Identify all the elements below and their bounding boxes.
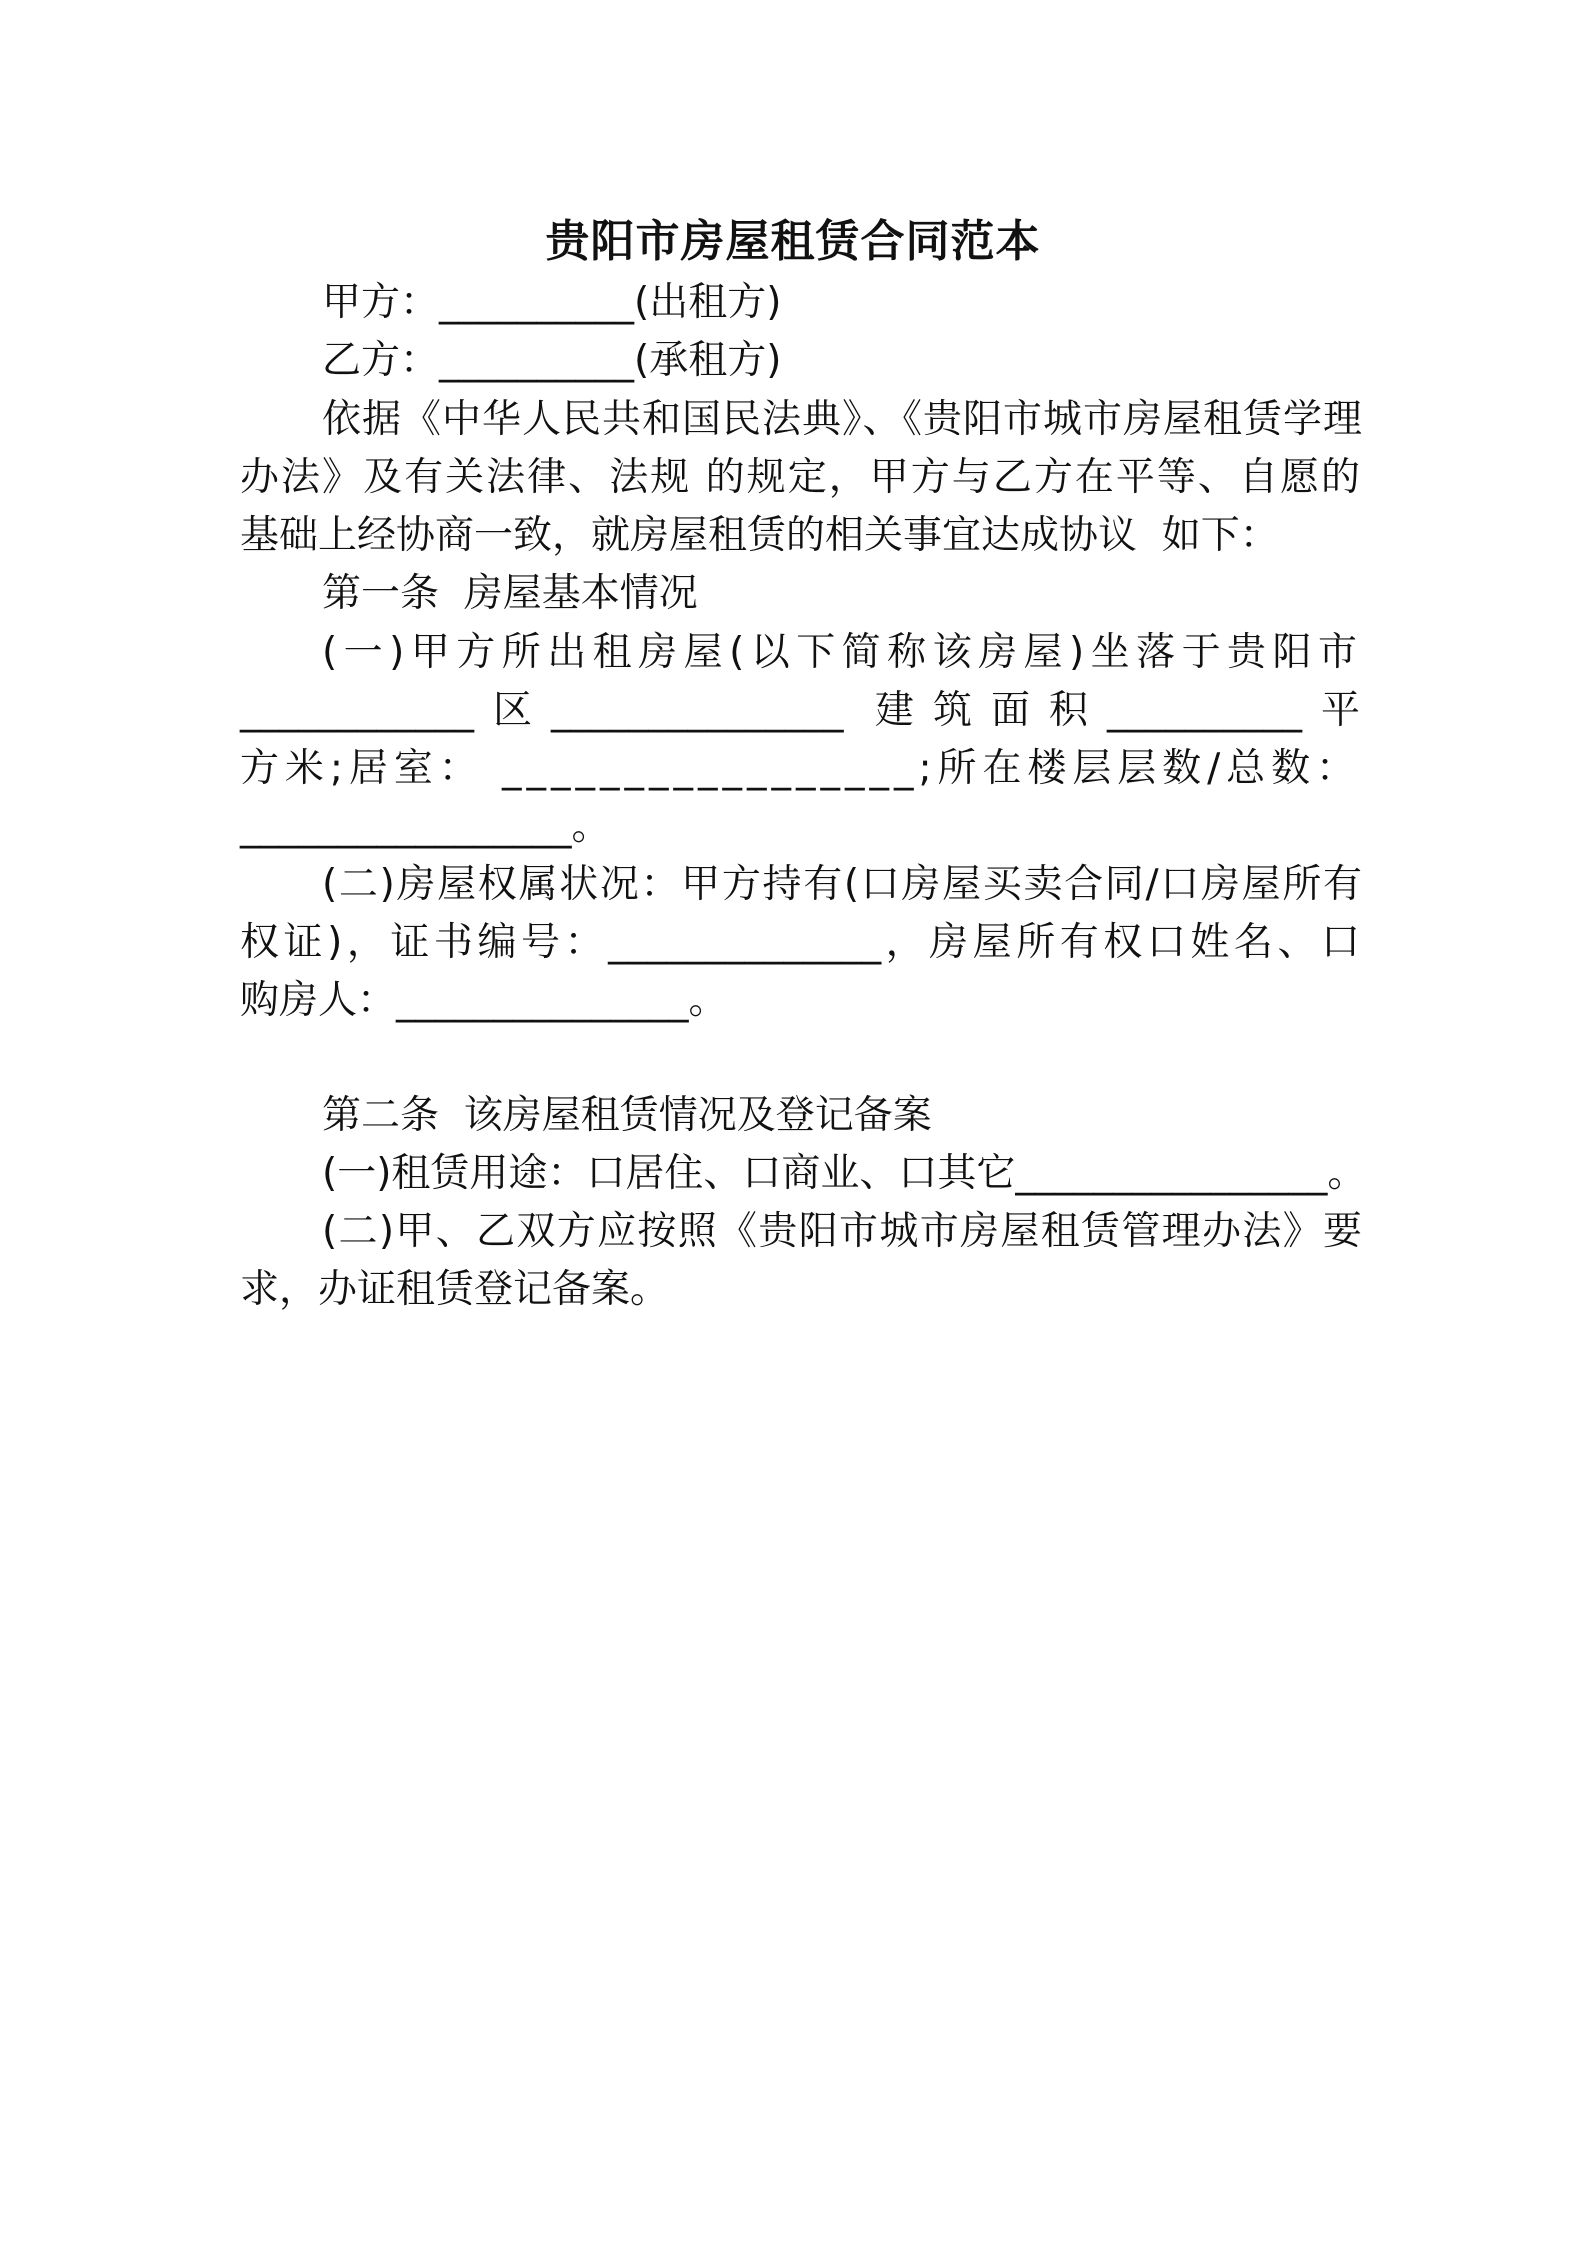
article-1-item-1-line-2: ____________区_______________ 建筑面积__________平 bbox=[240, 688, 1360, 733]
article-1-item-2-line-2: 权证)，证书编号：______________，房屋所有权口姓名、口 bbox=[240, 920, 1360, 965]
article-1-item-1-line-4: _________________。 bbox=[240, 804, 611, 849]
article-2-item-2-line-2: 求，办证租赁登记备案。 bbox=[240, 1267, 670, 1312]
preamble-line-2: 办法》及有关法律、法规 的规定，甲方与乙方在平等、自愿的 bbox=[240, 455, 1360, 500]
article-1-heading: 第一条 房屋基本情况 bbox=[322, 571, 698, 616]
article-2-item-1: (一)租赁用途：口居住、口商业、口其它________________。 bbox=[322, 1151, 1367, 1196]
preamble-line-3: 基础上经协商一致，就房屋租赁的相关事宜达成协议 如下： bbox=[240, 513, 1279, 558]
article-1-item-1-line-1: (一)甲方所出租房屋(以下简称该房屋)坐落于贵阳市 bbox=[322, 630, 1362, 675]
article-1-item-2-line-3: 购房人：_______________。 bbox=[240, 978, 728, 1023]
article-1-item-2-line-1: (二)房屋权属状况：甲方持有(口房屋买卖合同/口房屋所有 bbox=[322, 862, 1362, 907]
article-2-item-2-line-1: (二)甲、乙双方应按照《贵阳市城市房屋租赁管理办法》要 bbox=[322, 1209, 1362, 1254]
document-title: 贵阳市房屋租赁合同范本 bbox=[545, 216, 1041, 267]
party-a-line: 甲方：__________(出租方) bbox=[322, 280, 782, 325]
article-2-heading: 第二条 该房屋租赁情况及登记备案 bbox=[322, 1093, 932, 1138]
party-b-line: 乙方：__________(承租方) bbox=[322, 338, 782, 383]
article-1-item-1-line-3: 方米;居室： _________________;所在楼层层数/总数： bbox=[240, 746, 1360, 791]
preamble-line-1: 依据《中华人民共和国民法典》、《贵阳市城市房屋租赁学理 bbox=[322, 397, 1362, 442]
